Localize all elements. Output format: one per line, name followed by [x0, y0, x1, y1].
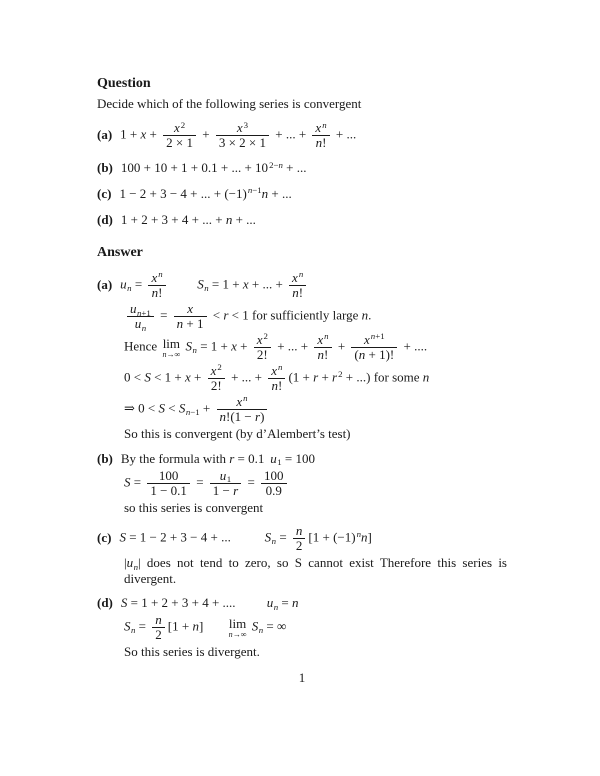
- math-denominator: [210, 483, 241, 498]
- math-var: n: [185, 407, 191, 418]
- math-var: S: [120, 595, 128, 611]
- question-items: [97, 121, 507, 227]
- math-text: |: [124, 555, 127, 571]
- math-superscript: [269, 160, 283, 170]
- math-numerator: [289, 271, 306, 285]
- math-text: 2: [217, 362, 222, 373]
- math-var: r: [332, 369, 338, 385]
- math-var: n: [176, 316, 184, 332]
- math-var: u: [266, 595, 274, 611]
- math-text: .: [368, 307, 372, 323]
- math-text: =: [276, 529, 290, 545]
- math-var: n: [370, 331, 376, 342]
- math-fraction: [261, 469, 287, 498]
- math-text: <: [164, 400, 179, 416]
- math-denominator: [152, 627, 165, 642]
- math-text: +: [334, 338, 349, 354]
- math-text: 2 × 1: [166, 135, 193, 151]
- math-text: +1: [375, 331, 385, 342]
- math-var: n: [361, 307, 369, 323]
- math-superscript: [181, 120, 185, 130]
- math-line: [97, 121, 507, 150]
- math-text: +1: [141, 307, 151, 318]
- math-var: n: [298, 269, 304, 280]
- math-text: !: [298, 285, 304, 301]
- math-subscript: [131, 625, 135, 635]
- item-label: (d): [97, 595, 113, 611]
- math-var: n: [356, 528, 361, 539]
- math-text: < 1 for sufficiently large: [228, 307, 362, 323]
- math-text: !(1 −: [226, 409, 255, 425]
- math-text: +: [146, 126, 161, 142]
- math-text: [1 +: [167, 618, 193, 634]
- math-numerator: [314, 333, 331, 347]
- item-label: (a): [97, 276, 113, 292]
- math-var: x: [317, 332, 324, 348]
- math-var: S: [185, 338, 193, 354]
- item-label: (c): [97, 186, 112, 202]
- math-fraction: [312, 121, 329, 150]
- math-numerator: [210, 469, 241, 483]
- math-var: r: [223, 307, 229, 323]
- math-limit-operator: lim: [228, 615, 247, 631]
- math-text: !: [322, 135, 327, 151]
- math-var: x: [187, 301, 193, 317]
- math-var: n: [247, 185, 253, 196]
- math-subscript: [227, 474, 231, 484]
- math-text: 1 − 0.1: [150, 482, 187, 498]
- math-var: u: [130, 301, 137, 317]
- math-text: 2: [263, 331, 268, 342]
- math-var: r: [229, 450, 235, 466]
- math-text: = 1 +: [196, 338, 232, 354]
- math-var: n: [278, 362, 283, 373]
- math-var: n: [204, 283, 209, 294]
- item-label: (b): [97, 160, 113, 176]
- math-text: −1: [190, 407, 200, 418]
- math-text: + ...) for some: [342, 369, 423, 385]
- math-text: 1 − 2 + 3 − 4 + ... + (−1): [119, 186, 247, 202]
- math-text: + ... +: [273, 338, 312, 354]
- math-var: x: [236, 394, 243, 410]
- math-line: [97, 364, 507, 393]
- math-numerator: [148, 271, 165, 285]
- question-intro: Decide which of the following series is convergent: [97, 95, 362, 111]
- math-var: n: [261, 186, 269, 202]
- math-superscript: [158, 269, 162, 279]
- math-var: n: [141, 322, 147, 333]
- math-line: [97, 395, 507, 424]
- math-text: = 0.1: [234, 450, 265, 466]
- math-text: +: [198, 126, 213, 142]
- math-text: 1 + 2 + 3 + 4 + ... +: [120, 211, 226, 227]
- math-text: + ....: [400, 338, 428, 354]
- math-text: + ... +: [248, 276, 287, 292]
- math-fraction: [147, 469, 190, 498]
- math-var: r: [233, 482, 239, 498]
- math-var: u: [270, 450, 277, 466]
- math-var: n: [295, 523, 303, 539]
- math-var: S: [124, 474, 131, 490]
- math-subscript: [272, 536, 276, 546]
- math-superscript: [371, 331, 385, 341]
- math-numerator: [293, 524, 306, 538]
- answer-item: [97, 451, 507, 515]
- math-line: [97, 333, 507, 362]
- math-text: +: [318, 369, 333, 385]
- math-superscript: [243, 393, 247, 403]
- math-var: S: [251, 618, 259, 634]
- math-text: + ...: [268, 186, 292, 202]
- math-var: x: [292, 270, 298, 286]
- math-var: n: [131, 625, 136, 636]
- math-denominator: [312, 135, 329, 150]
- math-text: + ... +: [272, 126, 310, 142]
- math-subscript: [186, 407, 200, 417]
- math-var: S: [158, 400, 165, 416]
- math-numerator: [127, 302, 154, 316]
- question-item: [97, 121, 507, 150]
- math-var: u: [120, 276, 127, 292]
- math-text: + 1)!: [365, 347, 395, 363]
- math-subscript: [259, 625, 263, 635]
- math-fraction: [289, 271, 306, 300]
- math-var: n: [361, 529, 368, 545]
- math-var: u: [219, 467, 227, 483]
- answer-heading: Answer: [97, 245, 143, 261]
- math-subscript: [142, 323, 146, 333]
- math-text: +: [190, 369, 205, 385]
- math-var: n: [271, 536, 277, 547]
- math-var: x: [364, 332, 370, 348]
- math-text: !: [277, 378, 283, 394]
- math-text: !: [324, 347, 329, 363]
- math-var: S: [178, 400, 186, 416]
- math-denominator: [254, 347, 271, 362]
- item-label: (c): [97, 529, 112, 545]
- math-var: x: [140, 126, 147, 142]
- math-fraction: [293, 524, 306, 553]
- math-subscript: [134, 562, 138, 572]
- math-var: x: [173, 120, 180, 136]
- math-text: ]: [367, 529, 372, 545]
- math-limit-under: n→∞: [162, 349, 181, 359]
- math-text: (: [354, 347, 359, 363]
- math-text: 1: [277, 457, 282, 468]
- math-var: n: [358, 347, 366, 363]
- math-fraction: [268, 364, 285, 393]
- math-fraction: [127, 302, 154, 331]
- math-line: [97, 613, 507, 642]
- math-fraction: [174, 302, 207, 331]
- math-line: [97, 524, 507, 553]
- math-text: −1: [252, 185, 262, 196]
- math-var: S: [144, 369, 151, 385]
- math-limit: [162, 337, 180, 359]
- math-fraction: [314, 333, 331, 362]
- math-denominator: [208, 378, 225, 393]
- math-var: n: [192, 618, 199, 634]
- math-text: 2: [295, 538, 303, 554]
- math-var: x: [210, 363, 217, 379]
- math-var: r: [255, 409, 261, 425]
- math-var: n: [324, 331, 329, 342]
- math-superscript: [322, 120, 326, 130]
- math-line: [97, 160, 507, 176]
- math-superscript: [324, 331, 328, 341]
- math-text: 1 −: [212, 482, 234, 498]
- math-text: =: [135, 618, 150, 634]
- math-superscript: [299, 269, 303, 279]
- answer-item: [97, 271, 507, 442]
- math-line: [97, 469, 507, 498]
- math-superscript: [248, 185, 262, 195]
- math-denominator: [216, 135, 269, 150]
- math-text: 0 <: [124, 369, 145, 385]
- math-line: [97, 451, 507, 467]
- math-var: x: [242, 276, 249, 292]
- question-item: [97, 160, 507, 176]
- math-denominator: [148, 285, 165, 300]
- math-var: x: [271, 363, 278, 379]
- math-var: x: [231, 338, 237, 354]
- math-var: n: [219, 409, 226, 425]
- math-denominator: [289, 285, 306, 300]
- math-subscript: [277, 457, 281, 467]
- math-var: n: [278, 159, 283, 170]
- math-var: n: [292, 595, 299, 611]
- math-text: +: [236, 338, 251, 354]
- math-text: By the formula with: [120, 450, 230, 466]
- math-subscript: [137, 308, 151, 318]
- math-fraction: [148, 271, 165, 300]
- math-text: So this is convergent (by d’Alembert’s test): [124, 426, 351, 442]
- math-text: + 1: [183, 316, 204, 332]
- math-var: x: [315, 120, 322, 136]
- math-text: 100: [264, 467, 284, 483]
- math-var: n: [243, 393, 248, 404]
- math-text: = 1 + 2 + 3 + 4 + ....: [127, 595, 236, 611]
- math-text: +: [199, 400, 214, 416]
- math-superscript: [357, 529, 361, 539]
- math-var: n: [317, 347, 325, 363]
- math-var: n: [271, 378, 278, 394]
- math-var: x: [236, 120, 243, 136]
- math-subscript: [193, 345, 197, 355]
- math-text: 1: [226, 474, 232, 484]
- math-text: = 1 +: [208, 276, 243, 292]
- math-denominator: [127, 316, 154, 331]
- math-var: n: [133, 561, 139, 572]
- math-var: n: [258, 625, 264, 636]
- item-label: (a): [97, 126, 113, 142]
- math-fraction: [254, 333, 271, 362]
- math-denominator: [147, 483, 190, 498]
- math-superscript: [278, 362, 282, 372]
- math-text: ]: [198, 618, 204, 634]
- math-text: (1 +: [288, 369, 314, 385]
- math-var: x: [151, 270, 158, 286]
- math-var: S: [119, 529, 126, 545]
- math-text: So this series is divergent.: [124, 644, 260, 660]
- math-superscript: [244, 120, 248, 130]
- math-limit: [229, 617, 247, 639]
- math-var: n: [127, 283, 132, 294]
- math-numerator: [312, 121, 329, 135]
- math-text: =: [131, 276, 146, 292]
- math-var: x: [256, 332, 263, 348]
- math-var: n: [158, 269, 163, 280]
- math-numerator: [351, 333, 397, 347]
- math-text: 2: [338, 368, 343, 379]
- math-text: =: [278, 595, 293, 611]
- math-line: [97, 500, 507, 516]
- math-text: + ...: [282, 160, 307, 176]
- math-var: n: [422, 369, 430, 385]
- math-text: =: [130, 474, 145, 490]
- math-line: [97, 212, 507, 228]
- math-text: + ... +: [227, 369, 266, 385]
- document-content: [97, 76, 507, 660]
- math-text: ⇒ 0 <: [124, 400, 159, 416]
- math-var: n: [225, 211, 233, 227]
- math-var: S: [197, 276, 204, 292]
- question-item: [97, 186, 507, 202]
- math-text: 2: [180, 119, 186, 130]
- math-line: [97, 271, 507, 300]
- math-var: n: [292, 285, 299, 301]
- math-fraction: [351, 333, 397, 362]
- math-numerator: [254, 333, 271, 347]
- math-var: S: [124, 618, 131, 634]
- math-text: =: [192, 474, 207, 490]
- math-fraction: [217, 395, 268, 424]
- math-var: u: [134, 316, 142, 332]
- math-text: 3 × 2 × 1: [218, 135, 266, 151]
- math-text: 2: [155, 627, 162, 643]
- math-subscript: [127, 283, 131, 293]
- math-subscript: [204, 283, 208, 293]
- math-text: | does not tend to zero, so S cannot exist Therefore this series is divergent.: [124, 555, 507, 586]
- math-denominator: [163, 135, 196, 150]
- math-numerator: [163, 121, 196, 135]
- math-text: ): [260, 409, 265, 425]
- math-var: n: [155, 612, 162, 628]
- math-text: so this series is convergent: [124, 499, 264, 515]
- math-var: S: [264, 529, 272, 545]
- math-limit-operator: lim: [162, 335, 181, 351]
- question-heading: Question: [97, 76, 151, 91]
- math-denominator: [261, 483, 287, 498]
- math-line: [97, 426, 507, 442]
- math-var: n: [192, 345, 197, 356]
- math-text: Hence: [124, 338, 161, 354]
- math-superscript: [338, 369, 342, 379]
- math-fraction: [208, 364, 225, 393]
- math-text: 2!: [256, 347, 268, 363]
- math-numerator: [152, 613, 165, 627]
- math-denominator: [174, 316, 207, 331]
- math-text: 100 + 10 + 1 + 0.1 + ... + 10: [120, 160, 269, 176]
- math-text: 2−: [269, 159, 279, 170]
- math-text: !: [158, 285, 163, 301]
- math-text: 3: [243, 119, 249, 130]
- math-line: [97, 302, 507, 331]
- math-text: =: [156, 307, 171, 323]
- math-var: n: [137, 307, 142, 318]
- math-var: n: [322, 119, 327, 130]
- math-fraction: [163, 121, 196, 150]
- math-fraction: [216, 121, 269, 150]
- math-denominator: [268, 378, 285, 393]
- math-text: + ...: [232, 211, 256, 227]
- math-text: 2!: [210, 378, 222, 394]
- math-text: =: [244, 474, 259, 490]
- question-item: [97, 212, 507, 228]
- answer-item: [97, 524, 507, 586]
- math-fraction: [152, 613, 165, 642]
- math-var: x: [185, 369, 191, 385]
- math-fraction: [210, 469, 241, 498]
- math-line: [97, 186, 507, 202]
- math-numerator: [217, 395, 268, 409]
- answer-item: [97, 595, 507, 659]
- math-denominator: [351, 347, 397, 362]
- math-text: < 1 +: [150, 369, 186, 385]
- math-numerator: [208, 364, 225, 378]
- math-numerator: [268, 364, 285, 378]
- math-text: <: [209, 307, 224, 323]
- item-label: (d): [97, 211, 113, 227]
- math-text: 0.9: [265, 482, 282, 498]
- math-denominator: [293, 538, 306, 553]
- math-limit-under: n→∞: [228, 629, 247, 639]
- math-text: = 100: [281, 450, 315, 466]
- math-numerator: [261, 469, 287, 483]
- math-numerator: [216, 121, 269, 135]
- math-text: + ...: [332, 126, 357, 142]
- answer-items: [97, 271, 507, 660]
- math-superscript: [217, 362, 221, 372]
- item-label: (b): [97, 450, 113, 466]
- math-var: u: [126, 555, 134, 571]
- math-line: [97, 555, 507, 586]
- math-line: [97, 595, 507, 611]
- math-var: n: [151, 285, 159, 301]
- math-subscript: [274, 602, 278, 612]
- math-text: = ∞: [263, 618, 287, 634]
- math-line: [97, 644, 507, 660]
- page-number: 1: [298, 670, 306, 685]
- math-numerator: [147, 469, 190, 483]
- math-superscript: [264, 331, 268, 341]
- math-numerator: [174, 302, 207, 316]
- math-var: r: [313, 369, 319, 385]
- math-var: n: [273, 601, 279, 612]
- math-var: n: [315, 135, 323, 151]
- math-text: [1 + (−1): [308, 529, 356, 545]
- math-text: 100: [158, 467, 179, 483]
- math-text: = 1 − 2 + 3 − 4 + ...: [125, 529, 231, 545]
- math-denominator: [217, 409, 268, 424]
- math-denominator: [314, 347, 331, 362]
- math-text: 1 +: [120, 126, 141, 142]
